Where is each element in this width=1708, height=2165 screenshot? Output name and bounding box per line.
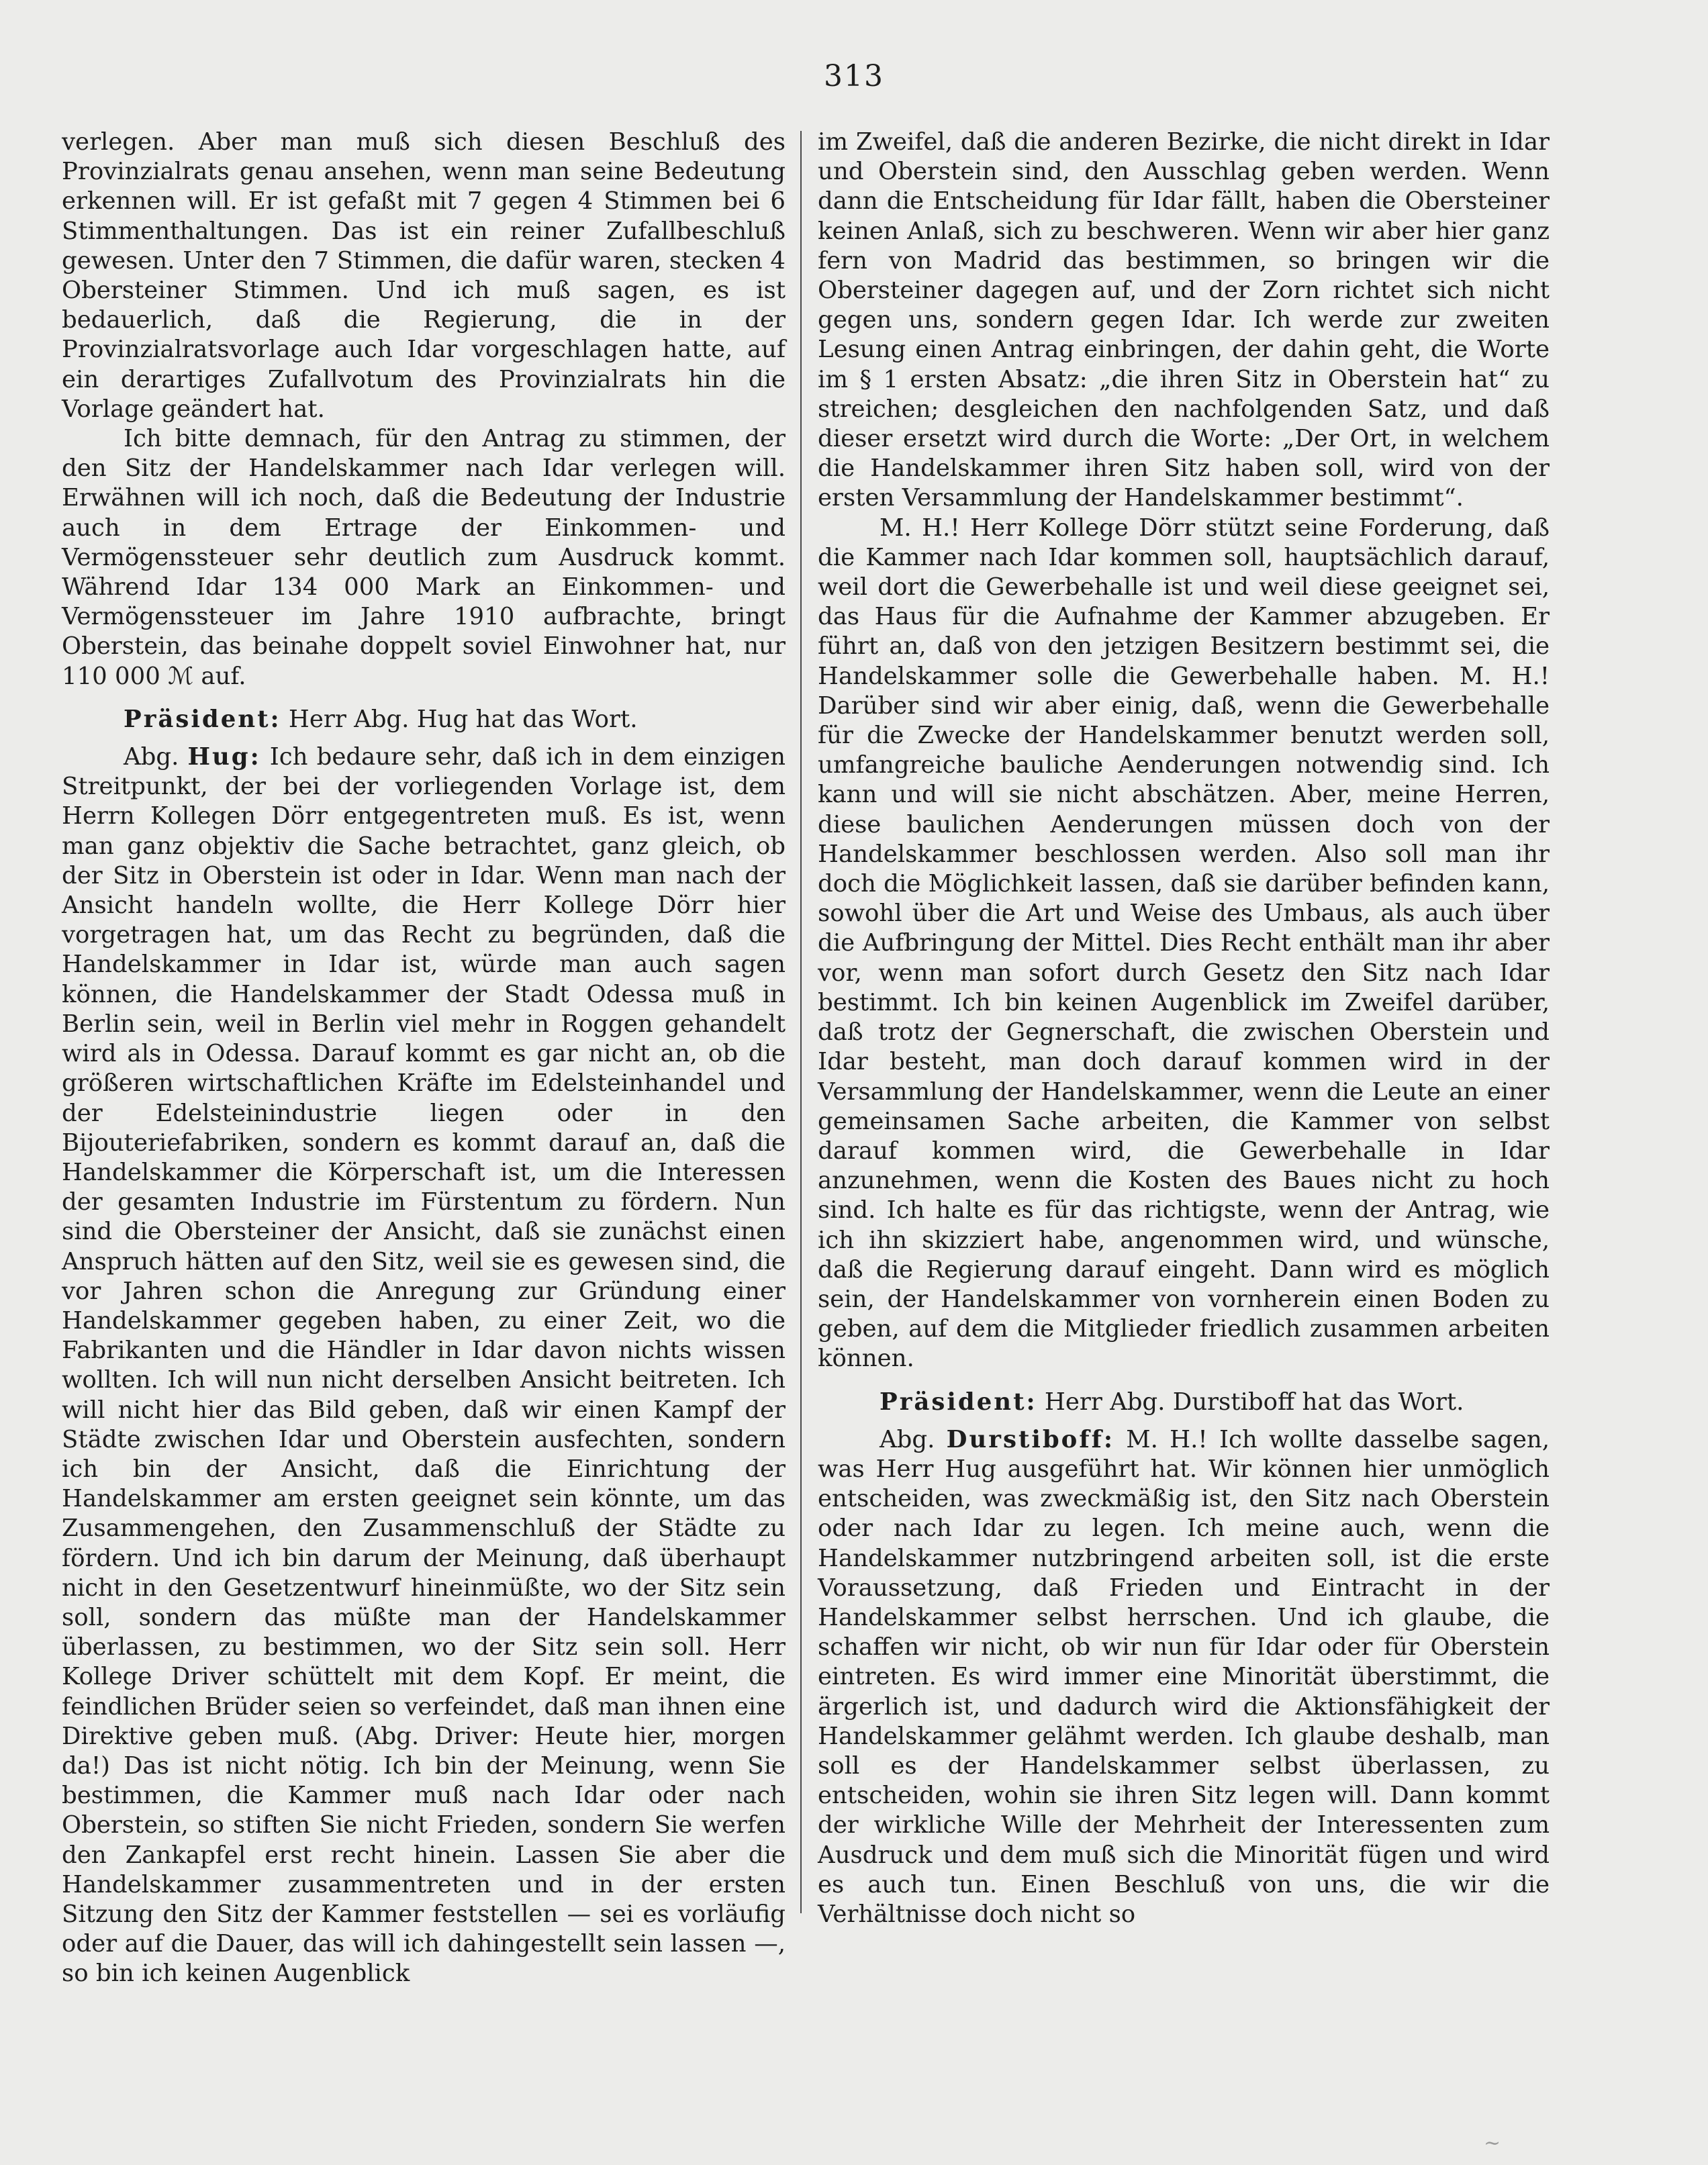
paragraph-text: M. H.! Ich wollte dasselbe sagen, was Herr Hug ausgeführt hat. Wir können hier unmöglich entscheiden, was zweckmäßig ist, den Sitz nach Oberstein oder nach Idar zu legen. Ich meine auch, wenn die Handelskammer nutzbringend arbeiten soll, ist die erste Voraussetzung, daß Frieden und Eintracht in der Handelskammer selbst herrschen. Und ich glaube, die schaffen wir nicht, ob wir nun für Idar oder für Oberstein eintreten. Es wird immer eine Minorität überstimmt, die ärgerlich ist, und dadurch wird die Aktionsfähigkeit der Handelskammer gelähmt werden. Ich glaube deshalb, man soll es der Handelskammer selbst überlassen, zu entscheiden, wohin sie ihren Sitz legen will. Dann kommt der wirkliche Wille der Mehrheit der Interessenten zum Ausdruck und dem muß sich die Minorität fügen und wird es auch tun. Einen Beschluß von uns, die wir die Verhältnisse doch nicht so <box>818 1425 1550 1928</box>
page-number: 313 <box>824 59 884 93</box>
paragraph: verlegen. Aber man muß sich diesen Beschluß des Provinzialrats genau ansehen, wenn man seine Bedeutung erkennen will. Er ist gefaßt mit 7 gegen 4 Stimmen bei 6 Stimmenthaltungen. Das ist ein reiner Zufallbeschluß gewesen. Unter den 7 Stimmen, die dafür waren, stecken 4 Obersteiner Stimmen. Und ich muß sagen, es ist bedauerlich, daß die Regierung, die in der Provinzialratsvorlage auch Idar vorgeschlagen hatte, auf ein derartiges Zufallvotum des Provinzialrats hin die Vorlage geändert hat. <box>62 128 786 423</box>
paragraph-text: Ich bedaure sehr, daß ich in dem einzigen Streitpunkt, der bei der vorliegenden Vorlage ist, dem Herrn Kollegen Dörr entgegentreten muß. Es ist, wenn man ganz objektiv die Sache betrachtet, ganz gleich, ob der Sitz in Oberstein ist oder in Idar. Wenn man nach der Ansicht handeln wollte, die Herr Kollege Dörr hier vorgetragen hat, um das Recht zu begründen, daß die Handelskammer in Idar ist, würde man auch sagen können, die Handelskammer der Stadt Odessa muß in Berlin sein, weil in Berlin viel mehr in Roggen gehandelt wird als in Odessa. Darauf kommt es gar nicht an, ob die größeren wirtschaftlichen Kräfte im Edelsteinhandel und der Edelsteinindustrie liegen oder in den Bijouteriefabriken, sondern es kommt darauf an, daß die Handelskammer die Körperschaft ist, um die Interessen der gesamten Industrie im Fürstentum zu fördern. Nun sind die Obersteiner der Ansicht, daß sie zunächst einen Anspruch hätten auf den Sitz, weil sie es gewesen sind, die vor Jahren schon die Anregung zur Gründung einer Handelskammer gegeben haben, zu einer Zeit, wo die Fabrikanten und die Händler in Idar davon nichts wissen wollten. Ich will nun nicht derselben Ansicht beitreten. Ich will nicht hier das Bild geben, daß wir einen Kampf der Städte zwischen Idar und Oberstein ausfechten, sondern ich bin der Ansicht, daß die Einrichtung der Handelskammer am ersten geeignet sein könnte, um das Zusammengehen, den Zusammenschluß der Städte zu fördern. Und ich bin darum der Meinung, daß überhaupt nicht in den Gesetzentwurf hineinmüßte, wo der Sitz sein soll, sondern das müßte man der Handelskammer überlassen, zu bestimmen, wo der Sitz sein soll. Herr Kollege Driver schüttelt mit dem Kopf. Er meint, die feindlichen Brüder seien so verfeindet, daß man ihnen eine Direktive geben muß. (Abg. Driver: Heute hier, morgen da!) Das ist nicht nötig. Ich bin der Meinung, wenn Sie bestimmen, die Kammer muß nach Idar oder nach Oberstein, so stiften Sie nicht Frieden, sondern Sie werfen den Zankapfel erst recht hinein. Lassen Sie aber die Handelskammer zusammentreten und in der ersten Sitzung den Sitz der Kammer feststellen — sei es vorläufig oder auf die Dauer, das will ich dahingestellt sein lassen —, so bin ich keinen Augenblick <box>62 743 786 1988</box>
paragraph <box>62 742 786 1989</box>
speaker-prefix: Abg. <box>880 1425 947 1453</box>
right-column <box>818 128 1550 1929</box>
speaker-prefix: Abg. <box>124 743 188 771</box>
left-column <box>62 128 786 1989</box>
speaker-name: Hug: <box>187 743 261 771</box>
speaker-name: Präsident: <box>124 705 281 733</box>
speaker-text: Herr Abg. Durstiboff hat das Wort. <box>1037 1388 1464 1416</box>
speaker-line <box>62 705 786 734</box>
ornament-icon: ∼ <box>1484 2131 1501 2155</box>
speaker-name: Präsident: <box>880 1388 1037 1416</box>
speaker-name: Durstiboff: <box>946 1425 1114 1453</box>
paragraph: M. H.! Herr Kollege Dörr stützt seine Forderung, daß die Kammer nach Idar kommen soll, hauptsächlich darauf, weil dort die Gewerbehalle ist und weil diese geeignet sei, das Haus für die Aufnahme der Kammer abzugeben. Er führt an, daß von den jetzigen Besitzern bestimmt sei, die Handelskammer solle die Gewerbehalle haben. M. H.! Darüber sind wir aber einig, daß, wenn die Gewerbehalle für die Zwecke der Handelskammer benutzt werden soll, umfangreiche bauliche Aenderungen notwendig sind. Ich kann und will sie nicht abschätzen. Aber, meine Herren, diese baulichen Aenderungen müssen doch von der Handelskammer beschlossen werden. Also soll man ihr doch die Möglichkeit lassen, daß sie darüber befinden kann, sowohl über die Art und Weise des Umbaus, als auch über die Aufbringung der Mittel. Dies Recht enthält man ihr aber vor, wenn man sofort durch Gesetz den Sitz nach Idar bestimmt. Ich bin keinen Augenblick im Zweifel darüber, daß trotz der Gegnerschaft, die zwischen Oberstein und Idar besteht, man doch darauf kommen wird in der Versammlung der Handelskammer, wenn die Leute an einer gemeinsamen Sache arbeiten, die Kammer von selbst darauf kommen wird, die Gewerbehalle in Idar anzunehmen, wenn die Kosten des Baues nicht zu hoch sind. Ich halte es für das richtigste, wenn der Antrag, wie ich ihn skizziert habe, angenommen wird, und wünsche, daß die Regierung darauf eingeht. Dann wird es möglich sein, der Handelskammer von vornherein einen Boden zu geben, auf dem die Mitglieder friedlich zusammen arbeiten können. <box>818 514 1550 1373</box>
speaker-text: Herr Abg. Hug hat das Wort. <box>281 705 638 733</box>
speaker-line <box>818 1388 1550 1417</box>
column-divider <box>800 131 802 1913</box>
paragraph: Ich bitte demnach, für den Antrag zu stimmen, der den Sitz der Handelskammer nach Idar verlegen will. Erwähnen will ich noch, daß die Bedeutung der Industrie auch in dem Ertrage der Einkommen- und Vermögenssteuer sehr deutlich zum Ausdruck kommt. Während Idar 134 000 Mark an Einkommen- und Vermögenssteuer im Jahre 1910 aufbrachte, bringt Oberstein, das beinahe doppelt soviel Einwohner hat, nur 110 000 ℳ auf. <box>62 425 786 690</box>
paragraph <box>818 1425 1550 1929</box>
paragraph: im Zweifel, daß die anderen Bezirke, die nicht direkt in Idar und Oberstein sind, den Ausschlag geben werden. Wenn dann die Entscheidung für Idar fällt, haben die Obersteiner keinen Anlaß, sich zu beschweren. Wenn wir aber hier ganz fern von Madrid das bestimmen, so bringen wir die Obersteiner dagegen auf, und der Zorn richtet sich nicht gegen uns, sondern gegen Idar. Ich werde zur zweiten Lesung einen Antrag einbringen, der dahin geht, die Worte im § 1 ersten Absatz: „die ihren Sitz in Oberstein hat“ zu streichen; desgleichen den nachfolgenden Satz, und daß dieser ersetzt wird durch die Worte: „Der Ort, in welchem die Handelskammer ihren Sitz haben soll, wird von der ersten Versammlung der Handelskammer bestimmt“. <box>818 128 1550 512</box>
